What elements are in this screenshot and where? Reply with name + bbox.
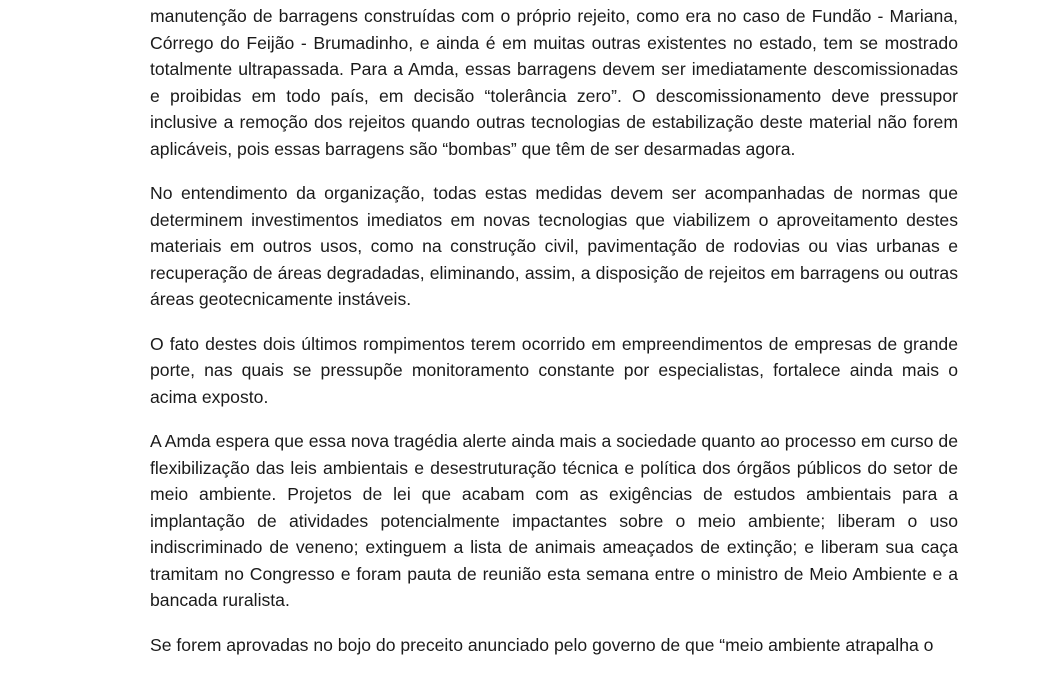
paragraph-large-companies: O fato destes dois últimos rompimentos terem ocorrido em empreendimentos de empresas de grande porte, nas quais se pressupõe monitoramento constante por especialistas, fortalece ainda mais o acima exposto. — [150, 333, 958, 407]
paragraph-government-precept: Se forem aprovadas no bojo do preceito anunciado pelo governo de que “meio ambiente atrapalha o — [150, 634, 934, 655]
paragraph-environmental-laws: A Amda espera que essa nova tragédia alerte ainda mais a sociedade quanto ao processo em curso de flexibilização das leis ambientais e desestruturação técnica e política dos órgãos públicos do setor de meio ambiente. Projetos de lei que acabam com as exigências de estudos ambientais para a implantação de atividades potencialmente impactantes sobre o meio ambiente; liberam o uso indiscriminado de veneno; extinguem a lista de animais ameaçados de extinção; e liberam sua caça tramitam no Congresso e foram pauta de reunião esta semana entre o ministro de Meio Ambiente e a bancada ruralista. — [150, 431, 958, 610]
paragraph-new-technologies: No entendimento da organização, todas estas medidas devem ser acompanhadas de normas que determinem investimentos imediatos em novas tecnologias que viabilizem o aproveitamento destes materiais em outros usos, como na construção civil, pavimentação de rodovias ou vias urbanas e recuperação de áreas degradadas, eliminando, assim, a disposição de rejeitos em barragens ou outras áreas geotecnicamente instáveis. — [150, 183, 958, 309]
document-page — [150, 3, 958, 658]
paragraph-dam-decommissioning: manutenção de barragens construídas com o próprio rejeito, como era no caso de Fundão - Mariana, Córrego do Feijão - Brumadinho, e ainda é em muitas outras existentes no estado, tem se mostrado totalmente ultrapassada. Para a Amda, essas barragens devem ser imediatamente descomissionadas e proibidas em todo país, em decisão “tolerância zero”. O descomissionamento deve pressupor inclusive a remoção dos rejeitos quando outras tecnologias de estabilização deste material não forem aplicáveis, pois essas barragens são “bombas” que têm de ser desarmadas agora. — [150, 6, 958, 159]
